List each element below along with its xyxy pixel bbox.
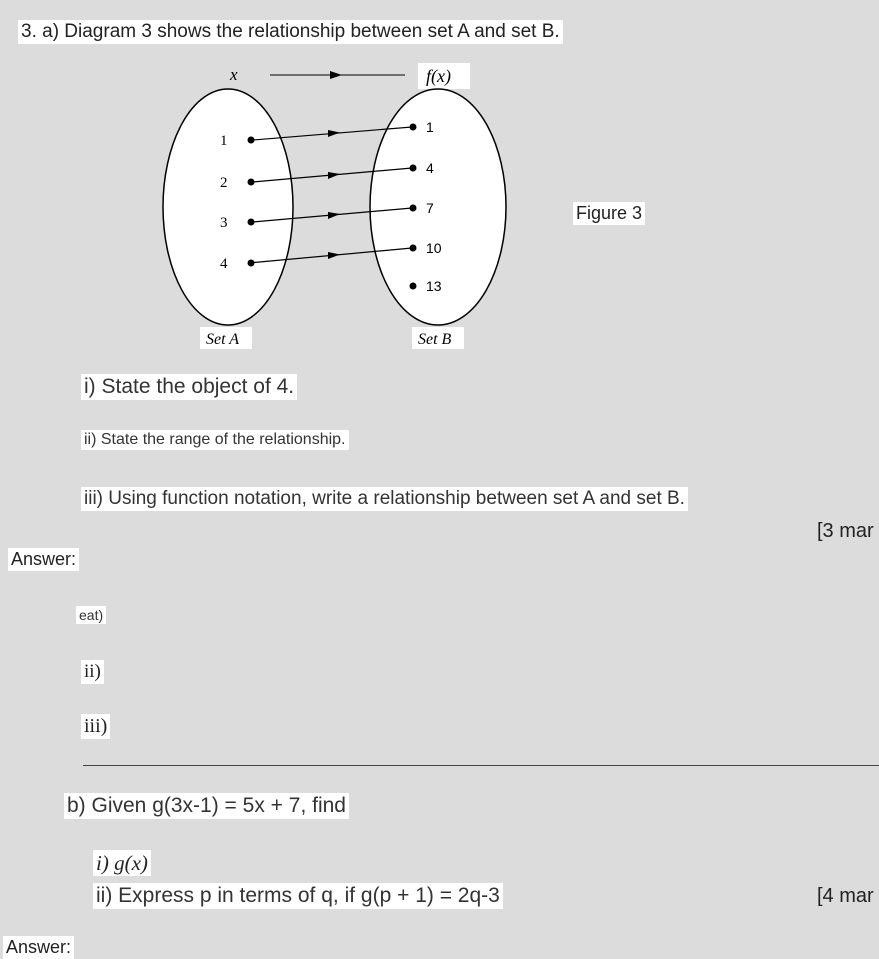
question-b-marks: [4 mar [817,885,874,907]
question-b-part-ii: ii) Express p in terms of q, if g(p + 1) = 2q-3 [93,883,503,909]
set-b-element-label: 1 [426,119,434,135]
answer-a-line-ii: ii) [81,660,104,684]
answer-a-line-i: eat) [76,606,106,624]
question-a-marks: [3 mar [817,520,874,542]
answer-a-line-iii: iii) [81,714,110,739]
set-b-element-label: 7 [426,200,434,216]
mapping-arrow-head [330,71,342,79]
question-a-part-ii: ii) State the range of the relationship. [81,430,349,450]
answer-b-label: Answer: [3,936,74,959]
codomain-label: f(x) [426,66,451,86]
set-a-element-label: 3 [220,215,228,231]
question-a-part-i: i) State the object of 4. [81,374,297,400]
set-b-element-dot [410,283,417,290]
figure-label: Figure 3 [573,202,645,225]
question-b-heading: b) Given g(3x-1) = 5x + 7, find [64,793,349,819]
set-b-element-label: 13 [426,278,442,294]
set-a-element-label: 2 [220,175,228,191]
set-a-label: Set A [206,331,240,348]
set-a-element-label: 4 [220,256,228,272]
question-a-heading: 3. a) Diagram 3 shows the relationship between set A and set B. [18,20,563,44]
arrow-diagram [150,55,530,355]
domain-label: x [230,65,238,84]
answer-a-label: Answer: [8,548,79,571]
set-a-element-label: 1 [220,133,228,149]
question-a-part-iii: iii) Using function notation, write a relationship between set A and set B. [81,487,688,511]
set-b-element-label: 10 [426,240,442,256]
question-b-part-i: i) g(x) [93,850,151,876]
set-b-element-label: 4 [426,160,434,176]
set-a-ellipse [163,89,293,325]
answer-rule [83,765,879,766]
set-b-label: Set B [418,331,452,348]
